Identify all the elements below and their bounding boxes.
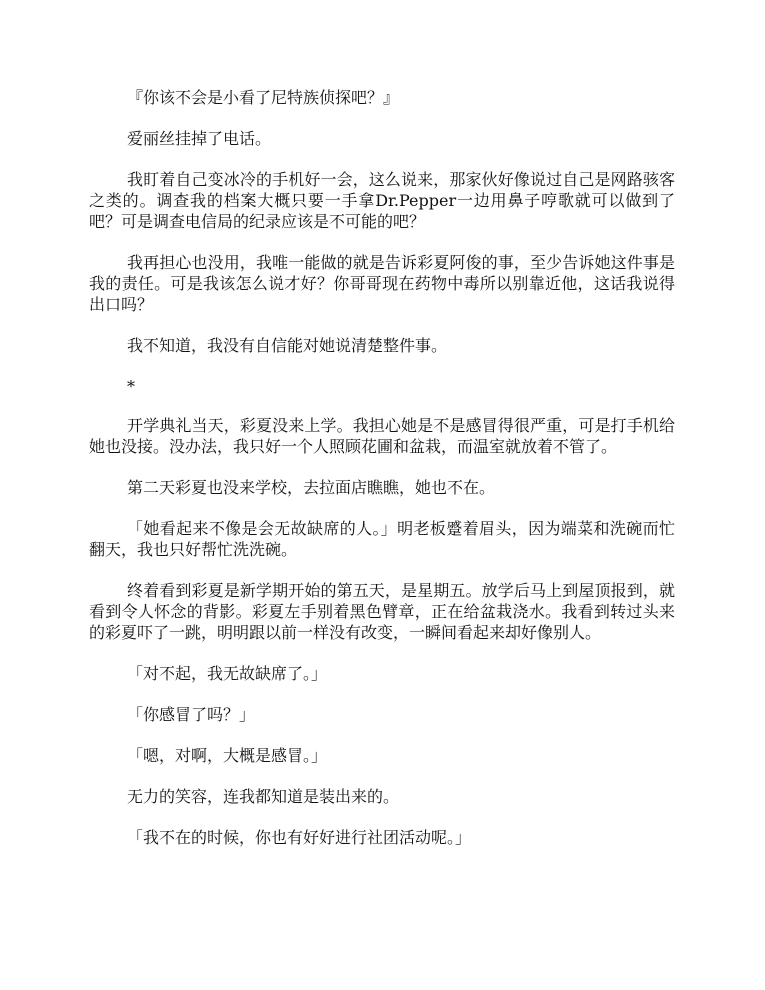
paragraph: 「我不在的时候，你也有好好进行社团活动呢。」 (127, 828, 472, 847)
document-page (89, 87, 675, 868)
paragraph: 我再担心也没用，我唯一能做的就是告诉彩夏阿俊的事，至少告诉她这件事是我的责任。可是我该怎么说才好？你哥哥现在药物中毒所以别靠近他，这话我说得出口吗？ (89, 253, 675, 314)
scene-break: * (127, 377, 135, 396)
paragraph: 「她看起来不像是会无故缺席的人。」明老板蹙着眉头，因为端菜和洗碗而忙翻天，我也只好帮忙洗洗碗。 (89, 519, 675, 559)
paragraph: 我不知道，我没有自信能对她说清楚整件事。 (127, 336, 448, 355)
paragraph: 开学典礼当天，彩夏没来上学。我担心她是不是感冒得很严重，可是打手机给她也没接。没办法，我只好一个人照顾花圃和盆栽，而温室就放着不管了。 (89, 416, 675, 456)
paragraph: 「对不起，我无故缺席了。」 (127, 664, 328, 683)
paragraph: 无力的笑容，连我都知道是装出来的。 (127, 787, 400, 806)
paragraph: 爱丽丝挂掉了电话。 (127, 129, 272, 148)
paragraph: 终着看到彩夏是新学期开始的第五天，是星期五。放学后马上到屋顶报到，就看到令人怀念的背影。彩夏左手别着黑色臂章，正在给盆栽浇水。我看到转过头来的彩夏吓了一跳，明明跟以前一样没有改变，一瞬间看起来却好像别人。 (89, 581, 675, 642)
paragraph: 第二天彩夏也没来学校，去拉面店瞧瞧，她也不在。 (127, 478, 496, 497)
paragraph: 「你感冒了吗？」 (127, 705, 256, 724)
paragraph: 「嗯，对啊，大概是感冒。」 (127, 746, 328, 765)
paragraph: 我盯着自己变冰冷的手机好一会，这么说来，那家伙好像说过自己是网路骇客之类的。调查我的档案大概只要一手拿Dr.Pepper一边用鼻子哼歌就可以做到了吧？可是调查电信局的纪录应该是不可能的吧？ (89, 170, 675, 231)
paragraph: 『你该不会是小看了尼特族侦探吧？』 (127, 88, 400, 107)
